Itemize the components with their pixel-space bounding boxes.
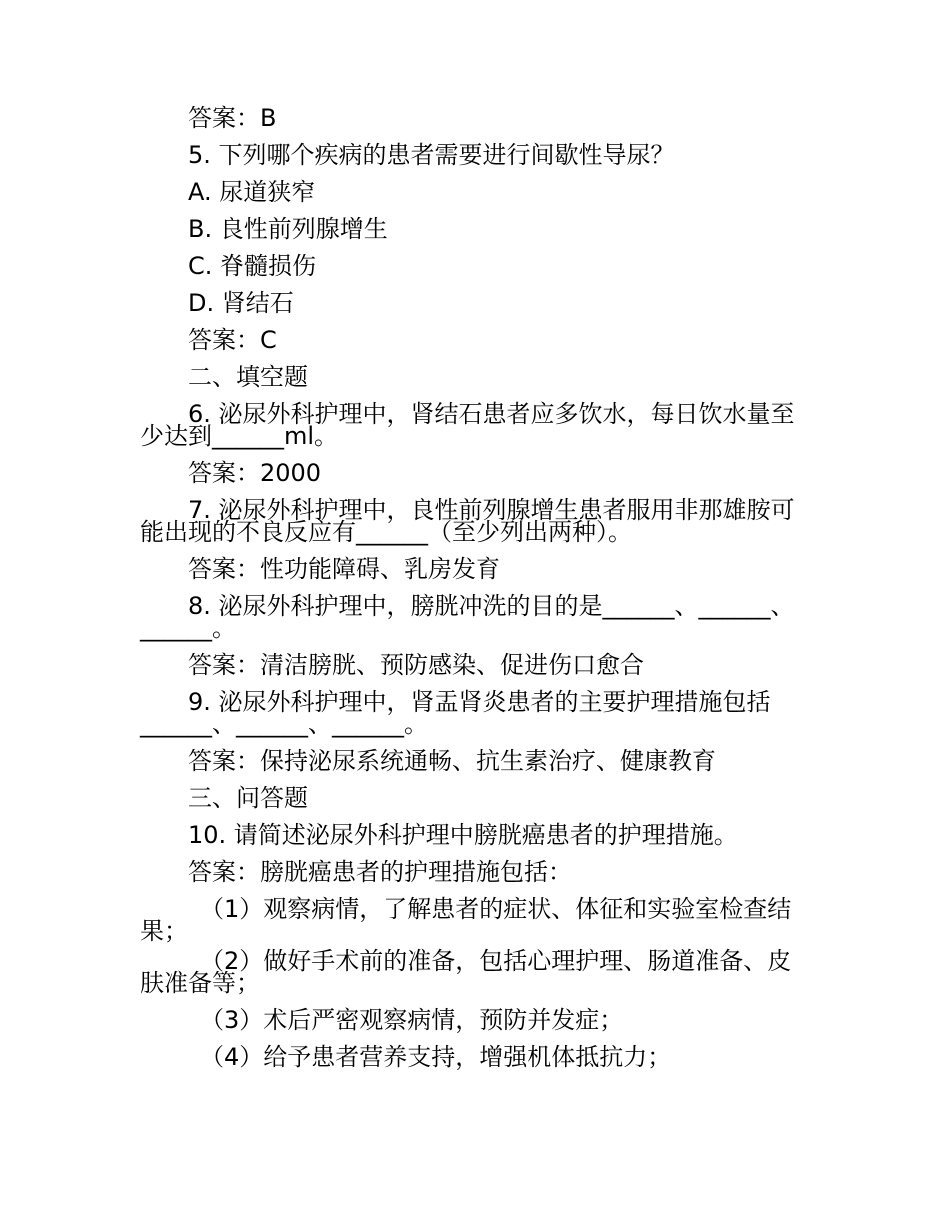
answer-q9: 答案：保持泌尿系统通畅、抗生素治疗、健康教育: [188, 747, 716, 775]
question-9: 9. 泌尿外科护理中，肾盂肾炎患者的主要护理措施包括______、______、______。: [140, 688, 771, 738]
answer-q8: 答案：清洁膀胱、预防感染、促进伤口愈合: [188, 651, 644, 679]
section-heading-qa: 三、问答题: [188, 784, 308, 812]
answer-q10-item-4: （4）给予患者营养支持，增强机体抵抗力；: [200, 1043, 672, 1071]
question-6: 6. 泌尿外科护理中，肾结石患者应多饮水，每日饮水量至少达到______ml。: [140, 400, 795, 450]
answer-q4: 答案：B: [188, 104, 277, 132]
question-8: 8. 泌尿外科护理中，膀胱冲洗的目的是______、______、______。: [140, 592, 795, 642]
question-10: 10. 请简述泌尿外科护理中膀胱癌患者的护理措施。: [188, 821, 738, 849]
answer-q10-item-3: （3）术后严密观察病情，预防并发症；: [200, 1006, 624, 1034]
option-d: D. 肾结石: [188, 289, 294, 317]
question-5: 5. 下列哪个疾病的患者需要进行间歇性导尿？: [188, 141, 675, 169]
answer-q10-intro: 答案：膀胱癌患者的护理措施包括：: [188, 858, 572, 886]
answer-q7: 答案：性功能障碍、乳房发育: [188, 555, 500, 583]
question-7: 7. 泌尿外科护理中，良性前列腺增生患者服用非那雄胺可能出现的不良反应有______（至少列出两种）。: [140, 496, 795, 546]
answer-q10-item-2: （2）做好手术前的准备，包括心理护理、肠道准备、皮肤准备等；: [140, 947, 792, 997]
answer-q6: 答案：2000: [188, 459, 322, 487]
option-a: A. 尿道狭窄: [188, 178, 316, 206]
document-body: [140, 100, 812, 1076]
answer-q5: 答案：C: [188, 326, 277, 354]
option-b: B. 良性前列腺增生: [188, 215, 388, 243]
option-c: C. 脊髓损伤: [188, 252, 317, 280]
answer-q10-item-1: （1）观察病情，了解患者的症状、体征和实验室检查结果；: [140, 895, 792, 945]
section-heading-fill-blank: 二、填空题: [188, 363, 308, 391]
